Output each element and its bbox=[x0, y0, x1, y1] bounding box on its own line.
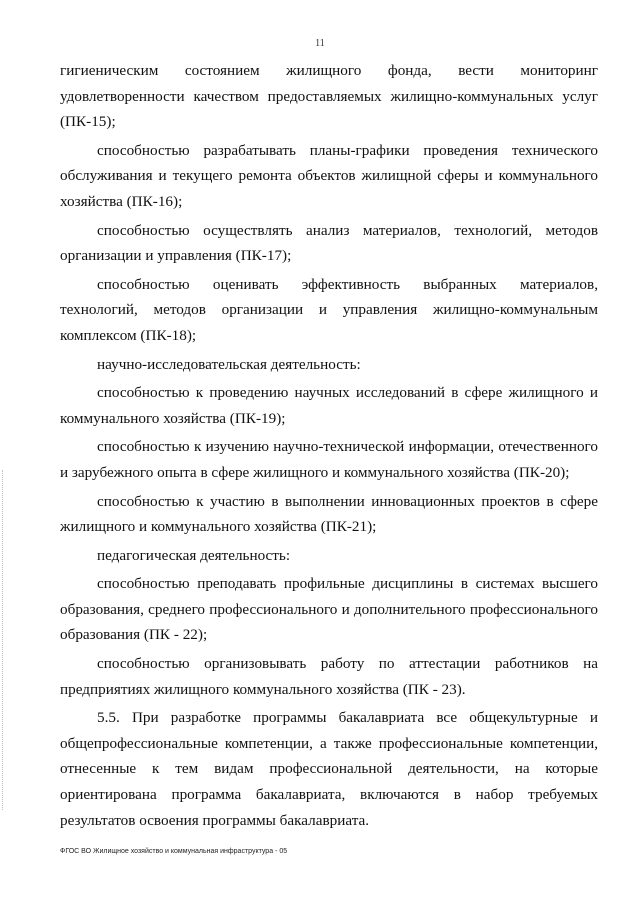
paragraph: способностью организовывать работу по аттестации работников на предприятиях жилищного коммунального хозяйства (ПК - 23). bbox=[60, 655, 598, 698]
document-body bbox=[60, 58, 598, 836]
section-heading: педагогическая деятельность: bbox=[97, 546, 291, 564]
paragraph: способностью к проведению научных исследований в сфере жилищного и коммунального хозяйства (ПК-19); bbox=[60, 384, 598, 427]
paragraph: способностью преподавать профильные дисциплины в системах высшего образования, среднего профессионального и дополнительного профессионального образования (ПК - 22); bbox=[60, 575, 598, 644]
paragraph: способностью к изучению научно-технической информации, отечественного и зарубежного опыта в сфере жилищного и коммунального хозяйства (ПК-20); bbox=[60, 438, 598, 481]
paragraph: способностью осуществлять анализ материалов, технологий, методов организации и управления (ПК-17); bbox=[60, 221, 598, 265]
paragraph: способностью разрабатывать планы-графики проведения технического обслуживания и текущего ремонта объектов жилищной сферы и коммунального хозяйства (ПК-16); bbox=[60, 141, 598, 210]
paragraph: способностью к участию в выполнении инновационных проектов в сфере жилищного и коммунального хозяйства (ПК-21); bbox=[60, 492, 598, 536]
paragraph: способностью оценивать эффективность выбранных материалов, технологий, методов организации и управления жилищно-коммунальным комплексом (ПК-18); bbox=[60, 275, 598, 344]
paragraph: гигиеническим состоянием жилищного фонда, вести мониторинг удовлетворенности качеством предоставляемых жилищно-коммунальных услуг (ПК-15); bbox=[60, 62, 598, 131]
document-footer: ФГОС ВО Жилищное хозяйство и коммунальная инфраструктура - 05 bbox=[60, 848, 288, 855]
page-number: 11 bbox=[315, 38, 325, 49]
paragraph: 5.5. При разработке программы бакалавриата все общекультурные и общепрофессиональные компетенции, а также профессиональные компетенции, отнесенные к тем видам профессиональной деятельности, на которые ориентирована программа бакалавриата, включаются в набор требуемых результатов освоения программы бакалавриата. bbox=[60, 709, 598, 829]
section-heading: научно-исследовательская деятельность: bbox=[97, 355, 361, 373]
scan-edge-marks bbox=[2, 470, 5, 810]
